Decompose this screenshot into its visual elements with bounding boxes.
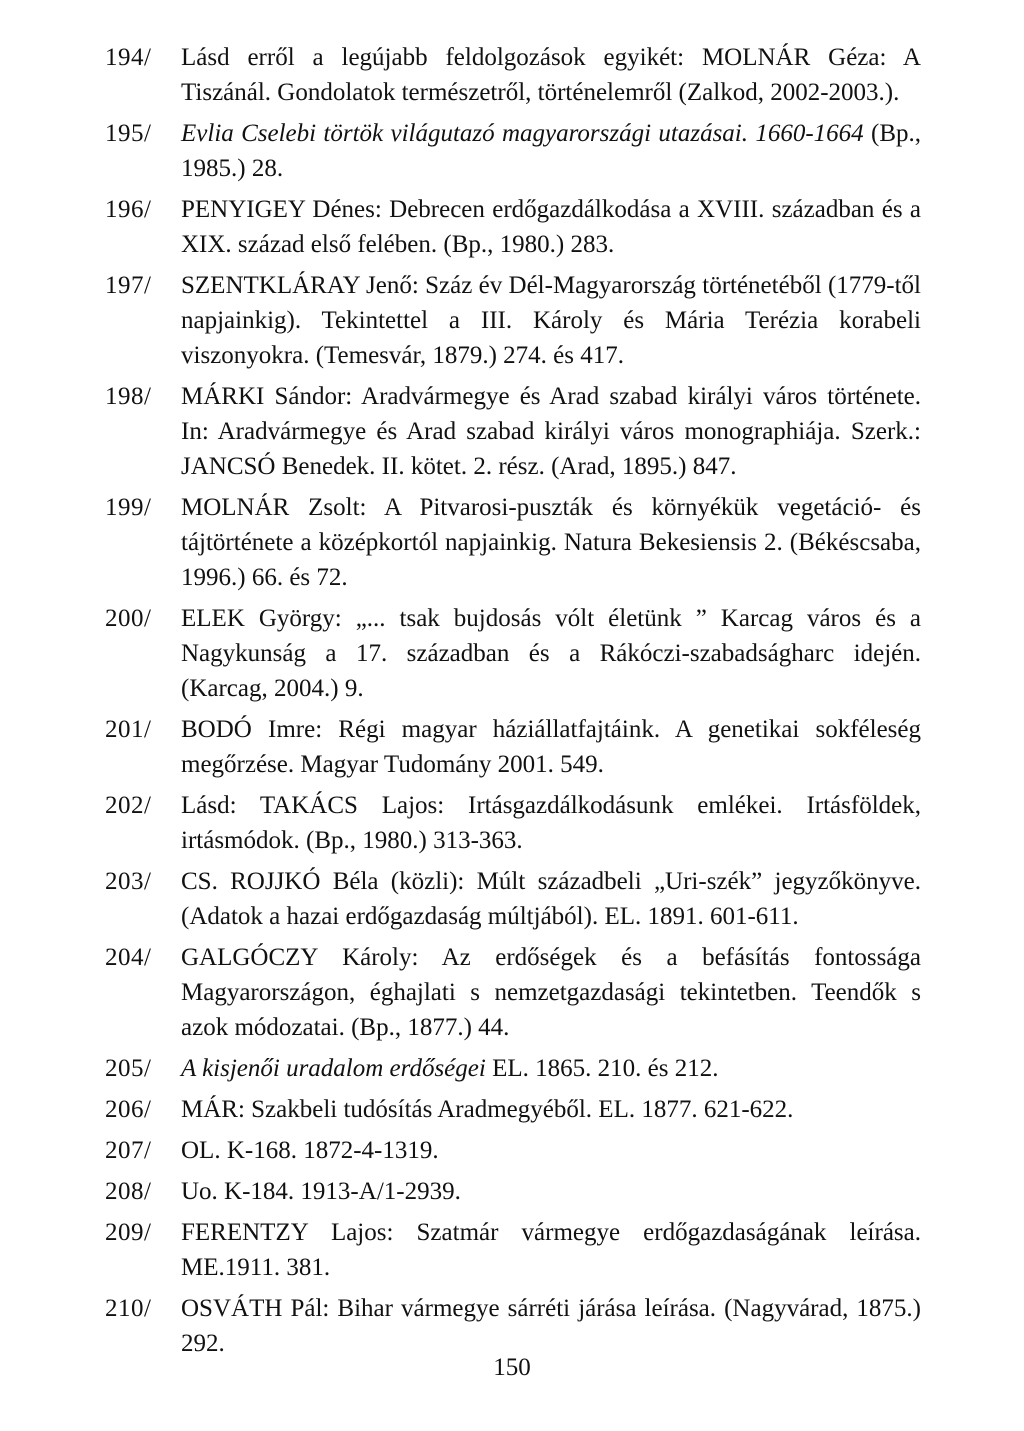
footnote-text-segment: PENYIGEY Dénes: Debrecen erdőgazdálkodása a XVIII. században és a XIX. század első felében. (Bp., 1980.) 283.: [181, 196, 921, 258]
footnote-number: 205/: [105, 1055, 152, 1082]
footnote-text-segment: BODÓ Imre: Régi magyar háziállatfajtáink. A genetikai sokféleség megőrzése. Magyar Tudomány 2001. 549.: [181, 716, 921, 778]
footnote: [0, 1174, 1024, 1209]
footnote-text-segment: Lásd erről a legújabb feldolgozások egyikét: MOLNÁR Géza: A Tiszánál. Gondolatok természetről, történelemről (Zalkod, 2002-2003.).: [181, 44, 921, 106]
footnote-text: [181, 712, 921, 782]
footnote-number: 206/: [105, 1096, 152, 1123]
footnote: [0, 788, 1024, 858]
footnote-italic-title: A kisjenői uradalom erdőségei: [181, 1055, 486, 1082]
footnote-text: [181, 40, 921, 110]
footnote-text: [181, 116, 921, 186]
footnote-number: 208/: [105, 1178, 152, 1205]
footnote-text: [181, 1174, 921, 1209]
footnote-text-segment: OL. K-168. 1872-4-1319.: [181, 1137, 439, 1164]
footnote-text: [181, 1092, 921, 1127]
footnote: [0, 1092, 1024, 1127]
footnote: [0, 379, 1024, 484]
footnote-text-segment: MÁR: Szakbeli tudósítás Aradmegyéből. EL. 1877. 621-622.: [181, 1096, 794, 1123]
footnote-text-segment: GALGÓCZY Károly: Az erdőségek és a befásítás fontossága Magyarországon, éghajlati s nemzetgazdasági tekintetben. Teendők s azok módozatai. (Bp., 1877.) 44.: [181, 944, 921, 1041]
footnote-text: [181, 864, 921, 934]
footnote-text: [181, 1215, 921, 1285]
footnote-text-segment: FERENTZY Lajos: Szatmár vármegye erdőgazdaságának leírása. ME.1911. 381.: [181, 1219, 921, 1281]
footnote-text: [181, 601, 921, 706]
footnote: [0, 1215, 1024, 1285]
footnote-text-segment: ELEK György: „... tsak bujdosás vólt életünk ” Karcag város és a Nagykunság a 17. században és a Rákóczi-szabadságharc idején. (Karcag, 2004.) 9.: [181, 605, 921, 702]
footnote-text: [181, 1133, 921, 1168]
footnote-text: [181, 940, 921, 1045]
footnote-text-segment: MÁRKI Sándor: Aradvármegye és Arad szabad királyi város története. In: Aradvármegye és Arad szabad királyi város monographiája. Szerk.: JANCSÓ Benedek. II. kötet. 2. rész. (Arad, 1895.) 847.: [181, 383, 921, 480]
footnote-italic-title: Evlia Cselebi törtök világutazó magyarországi utazásai. 1660-1664: [181, 120, 864, 147]
page-number: 150: [493, 1354, 531, 1381]
footnote-number: 194/: [105, 44, 152, 71]
footnote-text-segment: OSVÁTH Pál: Bihar vármegye sárréti járása leírása. (Nagyvárad, 1875.) 292.: [181, 1295, 921, 1357]
footnote: [0, 1133, 1024, 1168]
footnote-text-segment: (Bp., 1985.) 28.: [181, 120, 922, 182]
footnote-number: 197/: [105, 272, 152, 299]
footnote: [0, 192, 1024, 262]
footnote-number: 203/: [105, 868, 152, 895]
footnote-number: 207/: [105, 1137, 152, 1164]
footnote-number: 204/: [105, 944, 152, 971]
footnote: [0, 712, 1024, 782]
footnote-number: 209/: [105, 1219, 152, 1246]
footnote-text-segment: SZENTKLÁRAY Jenő: Száz év Dél-Magyarország történetéből (1779-től napjainkig). Tekintettel a III. Károly és Mária Terézia korabeli viszonyokra. (Temesvár, 1879.) 274. és 417.: [181, 272, 921, 369]
footnote-text: [181, 490, 921, 595]
footnote-text-segment: Lásd: TAKÁCS Lajos: Irtásgazdálkodásunk emlékei. Irtásföldek, irtásmódok. (Bp., 1980.) 313-363.: [181, 792, 921, 854]
footnote-text-segment: MOLNÁR Zsolt: A Pitvarosi-puszták és környékük vegetáció- és tájtörténete a középkortól napjainkig. Natura Bekesiensis 2. (Békéscsaba, 1996.) 66. és 72.: [181, 494, 921, 591]
footnote: [0, 40, 1024, 110]
footnote-text: [181, 379, 921, 484]
footnote-number: 196/: [105, 196, 152, 223]
footnote: [0, 116, 1024, 186]
footnote-number: 210/: [105, 1295, 152, 1322]
footnote-list: [0, 40, 1024, 1367]
footnote-text: [181, 1051, 921, 1086]
footnote-text: [181, 192, 921, 262]
footnote-number: 195/: [105, 120, 152, 147]
footnote: [0, 601, 1024, 706]
footnote-number: 199/: [105, 494, 152, 521]
footnote: [0, 864, 1024, 934]
footnote: [0, 1051, 1024, 1086]
footnote-text: [181, 268, 921, 373]
footnote: [0, 490, 1024, 595]
footnote-number: 200/: [105, 605, 152, 632]
footnote-text-segment: EL. 1865. 210. és 212.: [485, 1055, 719, 1082]
footnote-number: 202/: [105, 792, 152, 819]
footnote: [0, 940, 1024, 1045]
footnote: [0, 268, 1024, 373]
footnote-text-segment: Uo. K-184. 1913-A/1-2939.: [181, 1178, 461, 1205]
footnote-text-segment: CS. ROJJKÓ Béla (közli): Múlt századbeli „Uri-szék” jegyzőkönyve. (Adatok a hazai erdőgazdaság múltjából). EL. 1891. 601-611.: [181, 868, 921, 930]
footnote-text: [181, 788, 921, 858]
footnote-number: 201/: [105, 716, 152, 743]
footnote-number: 198/: [105, 383, 152, 410]
